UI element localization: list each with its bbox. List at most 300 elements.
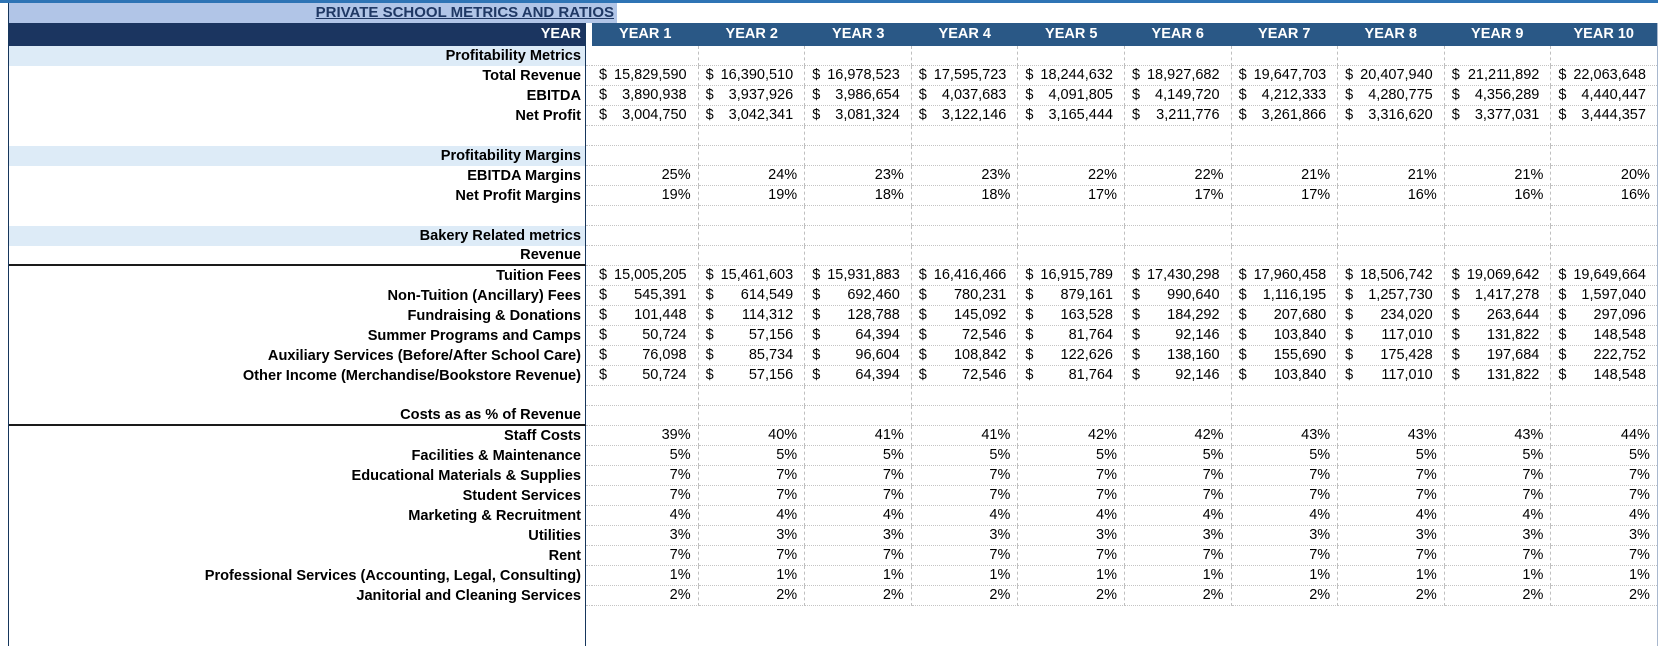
row-label[interactable]: Utilities [9,526,586,546]
row-label[interactable]: Fundraising & Donations [9,306,586,326]
value-cell[interactable]: 7% [1018,486,1125,506]
value-cell[interactable] [1551,246,1657,266]
row-label[interactable]: Costs as as % of Revenue [9,406,586,426]
value-cell[interactable]: 7% [699,546,806,566]
value-cell[interactable]: 7% [1232,486,1339,506]
value-cell[interactable] [1445,286,1552,306]
value-cell[interactable] [592,126,699,146]
value-cell[interactable]: 2% [1551,586,1657,606]
value-cell[interactable]: 4% [1125,506,1232,526]
value-cell[interactable]: 4% [1445,506,1552,526]
value-cell[interactable]: 3% [1232,526,1339,546]
value-cell[interactable] [592,326,699,346]
value-cell[interactable] [699,46,806,66]
value-cell[interactable] [699,606,806,646]
value-cell[interactable]: 21% [1232,166,1339,186]
value-cell[interactable] [1338,386,1445,406]
value-cell[interactable] [1232,126,1339,146]
row-label[interactable] [9,206,586,226]
value-cell[interactable] [1338,146,1445,166]
value-cell[interactable] [1232,66,1339,86]
value-cell[interactable]: 5% [699,446,806,466]
value-cell[interactable]: 1% [912,566,1019,586]
value-cell[interactable]: 5% [1445,446,1552,466]
year-column-header[interactable]: YEAR 8 [1364,26,1417,42]
value-cell[interactable] [1551,606,1658,646]
value-cell[interactable] [592,606,699,646]
value-cell[interactable] [805,266,912,286]
value-cell[interactable] [912,386,1019,406]
row-label[interactable]: Tuition Fees [9,266,586,286]
value-cell[interactable] [805,286,912,306]
value-cell[interactable]: 7% [1551,546,1657,566]
year-column-header[interactable]: YEAR 9 [1471,26,1524,42]
value-cell[interactable] [1125,146,1232,166]
value-cell[interactable] [1232,306,1339,326]
value-cell[interactable] [592,286,699,306]
value-cell[interactable]: 7% [1018,546,1125,566]
value-cell[interactable] [1445,346,1552,366]
value-cell[interactable] [805,86,912,106]
value-cell[interactable]: 1% [1018,566,1125,586]
row-label[interactable]: Revenue [9,246,586,266]
value-cell[interactable]: 18% [912,186,1019,206]
value-cell[interactable] [1125,366,1232,386]
value-cell[interactable] [1338,66,1445,86]
value-cell[interactable] [1338,46,1445,66]
value-cell[interactable]: 7% [1445,546,1552,566]
value-cell[interactable]: 7% [1338,546,1445,566]
value-cell[interactable] [1125,266,1232,286]
value-cell[interactable] [1018,326,1125,346]
row-label[interactable]: Non-Tuition (Ancillary) Fees [9,286,586,306]
value-cell[interactable]: 41% [912,426,1019,446]
value-cell[interactable]: 7% [1232,546,1339,566]
value-cell[interactable]: 7% [592,546,699,566]
value-cell[interactable] [1018,226,1125,246]
value-cell[interactable] [1445,206,1552,226]
value-cell[interactable] [1232,246,1339,266]
year-column-header[interactable]: YEAR 2 [725,26,778,42]
value-cell[interactable] [1018,366,1125,386]
value-cell[interactable] [912,266,1019,286]
value-cell[interactable] [1232,326,1339,346]
value-cell[interactable]: 4% [1551,506,1657,526]
value-cell[interactable]: 7% [805,546,912,566]
value-cell[interactable]: 7% [912,546,1019,566]
value-cell[interactable] [1125,406,1232,426]
value-cell[interactable] [699,306,806,326]
value-cell[interactable]: 44% [1551,426,1657,446]
value-cell[interactable]: 3% [805,526,912,546]
value-cell[interactable] [805,46,912,66]
value-cell[interactable] [912,366,1019,386]
value-cell[interactable] [592,306,699,326]
value-cell[interactable] [1125,126,1232,146]
value-cell[interactable] [1232,106,1339,126]
value-cell[interactable] [1232,86,1339,106]
value-cell[interactable] [1231,606,1338,646]
value-cell[interactable] [912,146,1019,166]
value-cell[interactable]: 2% [1018,586,1125,606]
row-label[interactable]: EBITDA [9,86,586,106]
value-cell[interactable] [1445,86,1552,106]
value-cell[interactable] [592,406,699,426]
value-cell[interactable]: 4% [592,506,699,526]
value-cell[interactable] [805,206,912,226]
value-cell[interactable] [1338,346,1445,366]
row-label[interactable]: Net Profit Margins [9,186,586,206]
value-cell[interactable]: 21% [1338,166,1445,186]
value-cell[interactable]: 42% [1018,426,1125,446]
value-cell[interactable] [1018,206,1125,226]
value-cell[interactable]: 3% [1125,526,1232,546]
value-cell[interactable] [1018,106,1125,126]
value-cell[interactable] [1018,606,1125,646]
value-cell[interactable] [912,106,1019,126]
value-cell[interactable] [1445,366,1552,386]
row-label[interactable] [9,386,586,406]
value-cell[interactable] [805,126,912,146]
value-cell[interactable] [912,286,1019,306]
value-cell[interactable]: 1% [699,566,806,586]
value-cell[interactable] [699,86,806,106]
value-cell[interactable] [1551,406,1657,426]
value-cell[interactable] [1018,86,1125,106]
value-cell[interactable] [1551,46,1657,66]
value-cell[interactable]: 22% [1018,166,1125,186]
value-cell[interactable] [1018,406,1125,426]
value-cell[interactable]: 7% [699,466,806,486]
value-cell[interactable] [912,306,1019,326]
row-label[interactable]: Bakery Related metrics [9,226,586,246]
value-cell[interactable]: 42% [1125,426,1232,446]
value-cell[interactable]: 7% [912,486,1019,506]
value-cell[interactable] [1125,86,1232,106]
row-label[interactable]: Staff Costs [9,426,586,446]
value-cell[interactable] [1551,106,1657,126]
value-cell[interactable] [1338,266,1445,286]
value-cell[interactable] [1018,386,1125,406]
value-cell[interactable] [1338,606,1445,646]
value-cell[interactable]: 3% [1338,526,1445,546]
value-cell[interactable] [805,386,912,406]
value-cell[interactable] [1338,226,1445,246]
value-cell[interactable]: 7% [1125,486,1232,506]
value-cell[interactable] [1551,306,1657,326]
value-cell[interactable] [1125,226,1232,246]
value-cell[interactable] [1232,266,1339,286]
value-cell[interactable] [1018,266,1125,286]
value-cell[interactable] [1445,226,1552,246]
value-cell[interactable]: 7% [1338,466,1445,486]
value-cell[interactable] [805,346,912,366]
value-cell[interactable] [592,366,699,386]
sheet-title-cell[interactable]: PRIVATE SCHOOL METRICS AND RATIOS [9,3,617,23]
value-cell[interactable] [1551,326,1657,346]
value-cell[interactable] [1125,246,1232,266]
value-cell[interactable]: 7% [805,466,912,486]
value-cell[interactable]: 4% [1018,506,1125,526]
value-cell[interactable] [1232,206,1339,226]
row-label[interactable]: Other Income (Merchandise/Bookstore Revenue) [9,366,586,386]
value-cell[interactable] [1551,226,1657,246]
value-cell[interactable] [1445,66,1552,86]
row-label[interactable] [9,126,586,146]
value-cell[interactable] [699,286,806,306]
row-label[interactable]: Professional Services (Accounting, Legal, Consulting) [9,566,586,586]
row-label[interactable] [9,606,586,646]
value-cell[interactable] [1445,326,1552,346]
value-cell[interactable] [1125,326,1232,346]
value-cell[interactable] [912,126,1019,146]
year-row-label[interactable]: YEAR [9,23,586,46]
value-cell[interactable] [912,226,1019,246]
value-cell[interactable]: 4% [805,506,912,526]
value-cell[interactable] [1445,126,1552,146]
value-cell[interactable] [1551,286,1657,306]
value-cell[interactable]: 43% [1232,426,1339,446]
value-cell[interactable]: 17% [1232,186,1339,206]
value-cell[interactable] [592,146,699,166]
value-cell[interactable] [1445,106,1552,126]
value-cell[interactable]: 5% [805,446,912,466]
row-label[interactable]: Facilities & Maintenance [9,446,586,466]
value-cell[interactable]: 23% [912,166,1019,186]
value-cell[interactable] [805,406,912,426]
value-cell[interactable]: 5% [1125,446,1232,466]
value-cell[interactable]: 1% [1125,566,1232,586]
value-cell[interactable]: 2% [1445,586,1552,606]
value-cell[interactable] [805,66,912,86]
value-cell[interactable] [1232,226,1339,246]
value-cell[interactable] [1445,406,1552,426]
year-column-header[interactable]: YEAR 6 [1151,26,1204,42]
value-cell[interactable] [912,86,1019,106]
value-cell[interactable] [699,106,806,126]
value-cell[interactable] [1018,66,1125,86]
value-cell[interactable]: 7% [1338,486,1445,506]
value-cell[interactable]: 7% [1125,466,1232,486]
value-cell[interactable]: 7% [1018,466,1125,486]
value-cell[interactable]: 3% [699,526,806,546]
value-cell[interactable] [1551,146,1657,166]
value-cell[interactable] [1551,346,1657,366]
value-cell[interactable]: 1% [1338,566,1445,586]
value-cell[interactable]: 3% [592,526,699,546]
value-cell[interactable]: 19% [699,186,806,206]
value-cell[interactable]: 7% [592,466,699,486]
value-cell[interactable]: 4% [1338,506,1445,526]
value-cell[interactable] [1445,246,1552,266]
value-cell[interactable] [1444,606,1551,646]
value-cell[interactable]: 16% [1338,186,1445,206]
value-cell[interactable] [1445,46,1552,66]
value-cell[interactable] [1232,386,1339,406]
value-cell[interactable]: 17% [1018,186,1125,206]
value-cell[interactable]: 4% [912,506,1019,526]
value-cell[interactable] [1125,386,1232,406]
value-cell[interactable] [1338,246,1445,266]
value-cell[interactable] [699,126,806,146]
year-column-header[interactable]: YEAR 1 [619,26,672,42]
value-cell[interactable]: 22% [1125,166,1232,186]
value-cell[interactable] [805,106,912,126]
value-cell[interactable] [1125,106,1232,126]
value-cell[interactable] [912,246,1019,266]
value-cell[interactable] [1338,206,1445,226]
value-cell[interactable] [1125,346,1232,366]
value-cell[interactable]: 40% [699,426,806,446]
value-cell[interactable] [1551,66,1657,86]
value-cell[interactable]: 7% [1445,486,1552,506]
value-cell[interactable] [1551,206,1657,226]
row-label[interactable]: Summer Programs and Camps [9,326,586,346]
value-cell[interactable]: 7% [1551,466,1657,486]
row-label[interactable]: Rent [9,546,586,566]
row-label[interactable]: Profitability Margins [9,146,586,166]
value-cell[interactable] [1125,66,1232,86]
value-cell[interactable]: 5% [912,446,1019,466]
value-cell[interactable] [592,346,699,366]
value-cell[interactable]: 4% [699,506,806,526]
value-cell[interactable] [1338,406,1445,426]
row-label[interactable]: Educational Materials & Supplies [9,466,586,486]
value-cell[interactable]: 2% [1338,586,1445,606]
value-cell[interactable]: 25% [592,166,699,186]
value-cell[interactable]: 2% [1125,586,1232,606]
value-cell[interactable] [805,366,912,386]
value-cell[interactable] [592,246,699,266]
row-label[interactable]: Profitability Metrics [9,46,586,66]
value-cell[interactable] [912,206,1019,226]
value-cell[interactable] [1232,346,1339,366]
value-cell[interactable]: 3% [912,526,1019,546]
value-cell[interactable]: 5% [1551,446,1657,466]
value-cell[interactable]: 16% [1445,186,1552,206]
value-cell[interactable]: 7% [1551,486,1657,506]
value-cell[interactable] [1445,306,1552,326]
value-cell[interactable]: 7% [912,466,1019,486]
value-cell[interactable] [1125,306,1232,326]
value-cell[interactable] [1445,386,1552,406]
value-cell[interactable]: 1% [592,566,699,586]
value-cell[interactable]: 5% [592,446,699,466]
value-cell[interactable] [912,406,1019,426]
value-cell[interactable]: 7% [592,486,699,506]
value-cell[interactable] [805,226,912,246]
value-cell[interactable]: 39% [592,426,699,446]
value-cell[interactable]: 2% [805,586,912,606]
value-cell[interactable]: 23% [805,166,912,186]
value-cell[interactable]: 41% [805,426,912,446]
value-cell[interactable] [1338,286,1445,306]
value-cell[interactable]: 4% [1232,506,1339,526]
value-cell[interactable]: 24% [699,166,806,186]
value-cell[interactable]: 2% [699,586,806,606]
value-cell[interactable]: 17% [1125,186,1232,206]
value-cell[interactable]: 7% [1232,466,1339,486]
value-cell[interactable] [1551,366,1657,386]
value-cell[interactable] [1232,406,1339,426]
value-cell[interactable] [1445,146,1552,166]
value-cell[interactable] [1551,126,1657,146]
value-cell[interactable]: 2% [1232,586,1339,606]
row-label[interactable]: Net Profit [9,106,586,126]
value-cell[interactable] [699,406,806,426]
value-cell[interactable]: 7% [805,486,912,506]
row-label[interactable]: Janitorial and Cleaning Services [9,586,586,606]
value-cell[interactable] [912,606,1019,646]
value-cell[interactable] [699,386,806,406]
value-cell[interactable]: 5% [1338,446,1445,466]
value-cell[interactable] [1018,306,1125,326]
value-cell[interactable]: 1% [1232,566,1339,586]
value-cell[interactable]: 5% [1018,446,1125,466]
value-cell[interactable] [592,206,699,226]
value-cell[interactable] [1338,86,1445,106]
value-cell[interactable] [1338,306,1445,326]
value-cell[interactable] [805,606,912,646]
value-cell[interactable]: 1% [805,566,912,586]
value-cell[interactable] [1018,46,1125,66]
value-cell[interactable] [1125,286,1232,306]
value-cell[interactable] [1338,326,1445,346]
value-cell[interactable] [699,206,806,226]
value-cell[interactable]: 3% [1018,526,1125,546]
value-cell[interactable]: 16% [1551,186,1657,206]
value-cell[interactable] [805,326,912,346]
value-cell[interactable] [805,146,912,166]
value-cell[interactable] [1018,146,1125,166]
year-column-header[interactable]: YEAR 7 [1258,26,1311,42]
row-label[interactable]: EBITDA Margins [9,166,586,186]
value-cell[interactable]: 7% [1125,546,1232,566]
value-cell[interactable] [592,226,699,246]
value-cell[interactable]: 5% [1232,446,1339,466]
row-label[interactable]: Total Revenue [9,66,586,86]
row-label[interactable]: Marketing & Recruitment [9,506,586,526]
value-cell[interactable] [912,326,1019,346]
value-cell[interactable]: 3% [1551,526,1657,546]
value-cell[interactable] [1232,146,1339,166]
value-cell[interactable]: 18% [805,186,912,206]
value-cell[interactable] [912,66,1019,86]
value-cell[interactable]: 43% [1338,426,1445,446]
value-cell[interactable]: 1% [1445,566,1552,586]
value-cell[interactable] [1125,606,1232,646]
value-cell[interactable]: 7% [1445,466,1552,486]
year-column-header[interactable]: YEAR 4 [938,26,991,42]
value-cell[interactable] [699,246,806,266]
value-cell[interactable]: 3% [1445,526,1552,546]
value-cell[interactable] [1445,266,1552,286]
value-cell[interactable] [805,306,912,326]
value-cell[interactable] [912,346,1019,366]
value-cell[interactable] [1338,366,1445,386]
value-cell[interactable] [699,146,806,166]
value-cell[interactable] [699,326,806,346]
value-cell[interactable]: 19% [592,186,699,206]
value-cell[interactable] [805,246,912,266]
value-cell[interactable] [592,266,699,286]
value-cell[interactable]: 21% [1445,166,1552,186]
value-cell[interactable] [699,346,806,366]
value-cell[interactable] [1232,366,1339,386]
value-cell[interactable]: 43% [1445,426,1552,446]
value-cell[interactable] [1018,346,1125,366]
value-cell[interactable]: 20% [1551,166,1657,186]
